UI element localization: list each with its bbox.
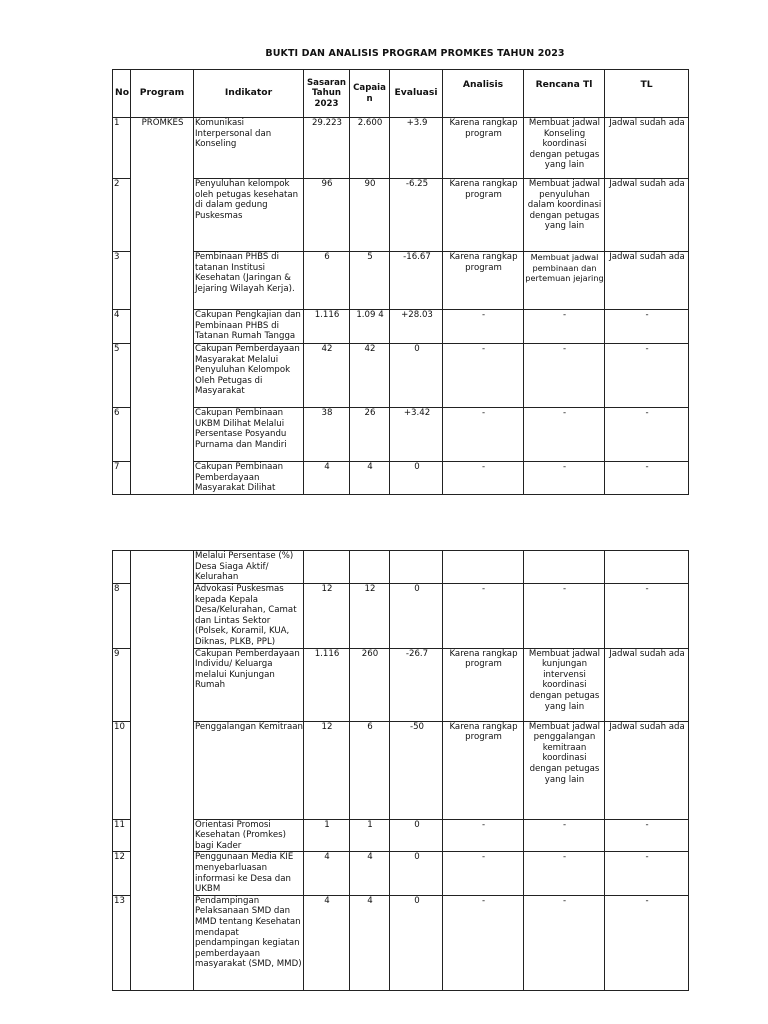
row-number-cell: 1 — [113, 118, 131, 179]
sasaran-cell: 12 — [304, 584, 350, 649]
sasaran-cell: 42 — [304, 344, 350, 408]
indikator-cell: Cakupan Pembinaan Pemberdayaan Masyarakat Dilihat — [194, 462, 304, 495]
header-indikator: Indikator — [194, 70, 304, 118]
header-rencana: Rencana Tl — [524, 70, 605, 118]
evaluasi-cell: -16.67 — [390, 252, 443, 310]
analisis-cell: Karena rangkap program — [443, 648, 524, 721]
table-row — [113, 462, 689, 495]
table-row — [113, 310, 689, 344]
sasaran-cell: 29.223 — [304, 118, 350, 179]
analisis-cell: - — [443, 584, 524, 649]
header-sasaran: Sasaran Tahun 2023 — [304, 70, 350, 118]
header-analisis: Analisis — [443, 70, 524, 118]
row-number-cell: 4 — [113, 310, 131, 344]
analisis-cell: - — [443, 462, 524, 495]
table-row — [113, 819, 689, 852]
capaian-cell: 42 — [350, 344, 390, 408]
indikator-cell: Advokasi Puskesmas kepada Kepala Desa/Kelurahan, Camat dan Lintas Sektor (Polsek, Koramil, KUA, Diknas, PLKB, PPL) — [194, 584, 304, 649]
capaian-cell — [350, 551, 390, 584]
program-table-page-2 — [112, 550, 689, 991]
evaluasi-cell: 0 — [390, 852, 443, 895]
tl-cell: - — [605, 584, 689, 649]
analisis-cell: Karena rangkap program — [443, 179, 524, 252]
header-no: No — [113, 70, 131, 118]
sasaran-cell: 1 — [304, 819, 350, 852]
capaian-cell: 1.09 4 — [350, 310, 390, 344]
indikator-cell: Cakupan Pembinaan UKBM Dilihat Melalui Persentase Posyandu Purnama dan Mandiri — [194, 408, 304, 462]
tl-cell: - — [605, 895, 689, 990]
rencana-cell — [524, 551, 605, 584]
evaluasi-cell: +3.9 — [390, 118, 443, 179]
evaluasi-cell: -50 — [390, 721, 443, 819]
evaluasi-cell: +3.42 — [390, 408, 443, 462]
tl-cell: - — [605, 344, 689, 408]
table-row — [113, 648, 689, 721]
sasaran-cell: 96 — [304, 179, 350, 252]
rencana-cell: - — [524, 852, 605, 895]
table-row — [113, 179, 689, 252]
row-number-cell: 11 — [113, 819, 131, 852]
rencana-cell: Membuat jadwal kunjungan intervensi koordinasi dengan petugas yang lain — [524, 648, 605, 721]
analisis-cell: Karena rangkap program — [443, 721, 524, 819]
header-evaluasi: Evaluasi — [390, 70, 443, 118]
tl-cell: - — [605, 852, 689, 895]
row-number-cell: 3 — [113, 252, 131, 310]
row-number-cell: 2 — [113, 179, 131, 252]
capaian-cell: 26 — [350, 408, 390, 462]
sasaran-cell — [304, 551, 350, 584]
tl-cell — [605, 551, 689, 584]
capaian-cell: 90 — [350, 179, 390, 252]
row-number-cell: 5 — [113, 344, 131, 408]
row-number-cell: 9 — [113, 648, 131, 721]
analisis-cell: - — [443, 310, 524, 344]
program-cell — [131, 551, 194, 991]
program-table-page-1 — [112, 69, 689, 495]
evaluasi-cell: 0 — [390, 895, 443, 990]
evaluasi-cell: +28.03 — [390, 310, 443, 344]
indikator-cell: Cakupan Pengkajian dan Pembinaan PHBS di Tatanan Rumah Tangga — [194, 310, 304, 344]
rencana-cell: Membuat jadwal penggalangan kemitraan koordinasi dengan petugas yang lain — [524, 721, 605, 819]
row-number-cell: 12 — [113, 852, 131, 895]
sasaran-cell: 4 — [304, 462, 350, 495]
capaian-cell: 6 — [350, 721, 390, 819]
row-number-cell: 10 — [113, 721, 131, 819]
tl-cell: - — [605, 462, 689, 495]
program-cell: PROMKES — [131, 118, 194, 495]
indikator-cell: Cakupan Pemberdayaan Masyarakat Melalui Penyuluhan Kelompok Oleh Petugas di Masyarakat — [194, 344, 304, 408]
table-row — [113, 721, 689, 819]
header-program: Program — [131, 70, 194, 118]
indikator-cell: Penggunaan Media KIE menyebarluasan informasi ke Desa dan UKBM — [194, 852, 304, 895]
sasaran-cell: 4 — [304, 852, 350, 895]
sasaran-cell: 6 — [304, 252, 350, 310]
capaian-cell: 4 — [350, 852, 390, 895]
table-row — [113, 852, 689, 895]
row-number-cell — [113, 551, 131, 584]
tl-cell: Jadwal sudah ada — [605, 721, 689, 819]
rencana-cell: Membuat jadwal penyuluhan dalam koordinasi dengan petugas yang lain — [524, 179, 605, 252]
evaluasi-cell: 0 — [390, 462, 443, 495]
evaluasi-cell: -26.7 — [390, 648, 443, 721]
sasaran-cell: 1.116 — [304, 310, 350, 344]
table-row — [113, 408, 689, 462]
document-title: BUKTI DAN ANALISIS PROGRAM PROMKES TAHUN 2023 — [265, 48, 565, 59]
capaian-cell: 5 — [350, 252, 390, 310]
indikator-cell: Pembinaan PHBS di tatanan Institusi Kesehatan (Jaringan & Jejaring Wilayah Kerja). — [194, 252, 304, 310]
analisis-cell: - — [443, 895, 524, 990]
row-number-cell: 8 — [113, 584, 131, 649]
analisis-cell: Karena rangkap program — [443, 252, 524, 310]
analisis-cell — [443, 551, 524, 584]
tl-cell: Jadwal sudah ada — [605, 179, 689, 252]
tl-cell: Jadwal sudah ada — [605, 252, 689, 310]
tl-cell: - — [605, 310, 689, 344]
indikator-cell: Pendampingan Pelaksanaan SMD dan MMD tentang Kesehatan mendapat pendampingan kegiatan pemberdayaan masyarakat (SMD, MMD) — [194, 895, 304, 990]
row-number-cell: 13 — [113, 895, 131, 990]
rencana-cell: - — [524, 584, 605, 649]
capaian-cell: 4 — [350, 462, 390, 495]
indikator-cell: Cakupan Pemberdayaan Individu/ Keluarga melalui Kunjungan Rumah — [194, 648, 304, 721]
table-row — [113, 895, 689, 990]
table-header-row — [113, 70, 689, 118]
rencana-cell: - — [524, 344, 605, 408]
tl-cell: Jadwal sudah ada — [605, 118, 689, 179]
analisis-cell: - — [443, 852, 524, 895]
analisis-cell: - — [443, 408, 524, 462]
table-row — [113, 551, 689, 584]
header-tl: TL — [605, 70, 689, 118]
rencana-cell: Membuat jadwal pembinaan dan pertemuan jejaring — [524, 252, 605, 310]
rencana-cell: - — [524, 462, 605, 495]
evaluasi-cell: 0 — [390, 344, 443, 408]
table-row — [113, 584, 689, 649]
capaian-cell: 4 — [350, 895, 390, 990]
indikator-cell: Penggalangan Kemitraan — [194, 721, 304, 819]
tl-cell: - — [605, 408, 689, 462]
evaluasi-cell: 0 — [390, 819, 443, 852]
header-capaian: Capaia n — [350, 70, 390, 118]
capaian-cell: 12 — [350, 584, 390, 649]
table-row — [113, 118, 689, 179]
analisis-cell: - — [443, 819, 524, 852]
indikator-cell: Komunikasi Interpersonal dan Konseling — [194, 118, 304, 179]
tl-cell: Jadwal sudah ada — [605, 648, 689, 721]
analisis-cell: - — [443, 344, 524, 408]
sasaran-cell: 1.116 — [304, 648, 350, 721]
rencana-cell: Membuat jadwal Konseling koordinasi dengan petugas yang lain — [524, 118, 605, 179]
table-row — [113, 252, 689, 310]
indikator-cell: Penyuluhan kelompok oleh petugas kesehatan di dalam gedung Puskesmas — [194, 179, 304, 252]
capaian-cell: 260 — [350, 648, 390, 721]
rencana-cell: - — [524, 310, 605, 344]
evaluasi-cell: -6.25 — [390, 179, 443, 252]
sasaran-cell: 4 — [304, 895, 350, 990]
rencana-cell: - — [524, 895, 605, 990]
evaluasi-cell — [390, 551, 443, 584]
row-number-cell: 7 — [113, 462, 131, 495]
analisis-cell: Karena rangkap program — [443, 118, 524, 179]
rencana-cell: - — [524, 819, 605, 852]
table-row — [113, 344, 689, 408]
sasaran-cell: 12 — [304, 721, 350, 819]
rencana-cell: - — [524, 408, 605, 462]
capaian-cell: 1 — [350, 819, 390, 852]
capaian-cell: 2.600 — [350, 118, 390, 179]
row-number-cell: 6 — [113, 408, 131, 462]
evaluasi-cell: 0 — [390, 584, 443, 649]
tl-cell: - — [605, 819, 689, 852]
indikator-cell: Orientasi Promosi Kesehatan (Promkes) bagi Kader — [194, 819, 304, 852]
indikator-cell: Melalui Persentase (%) Desa Siaga Aktif/ Kelurahan — [194, 551, 304, 584]
sasaran-cell: 38 — [304, 408, 350, 462]
